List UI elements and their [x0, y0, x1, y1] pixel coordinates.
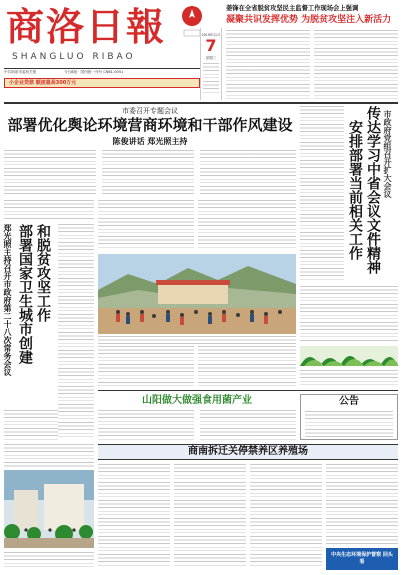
corner-banner-text: 中央生态环境保护督察 回头看 — [331, 552, 393, 565]
left-headline-small: 郑光照主持召开市政府第二十八次常务会议 — [3, 224, 13, 376]
industry-text-1 — [98, 410, 194, 440]
left-text-side — [58, 224, 94, 440]
right-vertical-story — [300, 106, 398, 282]
top-divider — [4, 102, 398, 104]
left-text-top — [4, 200, 94, 220]
right-text-after-band — [300, 370, 398, 386]
lead-headline: 部署优化舆论环境营商环境和干部作风建设 — [7, 116, 293, 134]
city-text-3 — [250, 464, 322, 568]
industry-text-2 — [200, 410, 296, 440]
left-text-bottom — [4, 410, 58, 440]
lead-kicker: 市委召开专题会议 — [122, 107, 178, 115]
lead-story — [4, 106, 296, 196]
bottom-left-caption — [4, 552, 94, 570]
center-text-below-2 — [198, 346, 296, 386]
date-box-lines — [203, 63, 219, 93]
top-right-text-2 — [314, 30, 398, 100]
date-weekday: 星期三 — [205, 56, 217, 60]
right-text-lower — [300, 286, 398, 342]
corner-banner — [326, 548, 398, 570]
city-headline: 商南拆迁关停禁养区养殖场 — [188, 446, 308, 457]
lead-text-2 — [102, 150, 194, 196]
city-text-2 — [174, 464, 246, 568]
right-headline-2: 安排部署当前相关工作 — [347, 120, 363, 260]
top-right-headline: 凝聚共识发挥优势 为脱贫攻坚注入新活力 — [226, 15, 392, 25]
center-text-above-2 — [198, 200, 296, 250]
tagline: 中共商洛市委机关报 — [4, 70, 37, 74]
green-decorative-band — [300, 346, 398, 366]
notice-box — [300, 394, 398, 440]
left-vertical-story — [4, 200, 94, 440]
left-headline-2: 部署国家卫生城市创建 — [17, 224, 33, 364]
top-right-text-1 — [226, 30, 310, 100]
top-right-kicker: 姜锋在全省脱贫攻坚民主监督工作现场会上强调 — [226, 5, 359, 12]
city-text-4 — [326, 464, 398, 544]
date-year-month: 2019年11月 — [201, 33, 221, 37]
right-headline-1: 传达学习中省会议文件精神 — [365, 106, 381, 274]
lead-text-3 — [200, 150, 296, 196]
notice-text — [305, 411, 393, 437]
city-headline-bar — [98, 444, 398, 460]
left-bottom-text — [4, 444, 94, 468]
center-text-below-1 — [98, 346, 194, 386]
newspaper-title: 商洛日報 — [6, 4, 167, 49]
top-right-story — [226, 4, 398, 100]
center-photo — [98, 254, 296, 334]
lead-text-1 — [4, 150, 96, 196]
edition-info: 今日8版 · 国内统一刊号 CN61-0051 — [64, 70, 124, 74]
date-day: 7 — [205, 36, 217, 55]
city-text-1 — [98, 464, 170, 568]
bottom-left-photo — [4, 470, 94, 548]
ad-ribbon-text: 小企业贷款 额度最高300万元 — [9, 80, 77, 86]
middle-divider — [98, 390, 398, 391]
left-headline-1: 和脱贫攻坚工作 — [35, 224, 51, 322]
industry-headline: 山阳做大做强食用菌产业 — [142, 395, 252, 406]
ad-ribbon — [4, 78, 200, 88]
center-photo-caption — [98, 336, 296, 344]
notice-title: 公告 — [339, 396, 359, 407]
right-text-side — [300, 106, 344, 282]
masthead-rule — [4, 68, 200, 69]
right-kicker: 市政府党组召开扩大会议 — [383, 110, 393, 198]
lead-byline: 陈俊讲话 郑光照主持 — [112, 137, 188, 146]
center-text-above — [98, 200, 194, 250]
masthead — [4, 4, 200, 100]
industry-story — [98, 394, 296, 440]
romanization: SHANGLUO RIBAO — [12, 52, 136, 62]
date-box — [200, 28, 222, 100]
